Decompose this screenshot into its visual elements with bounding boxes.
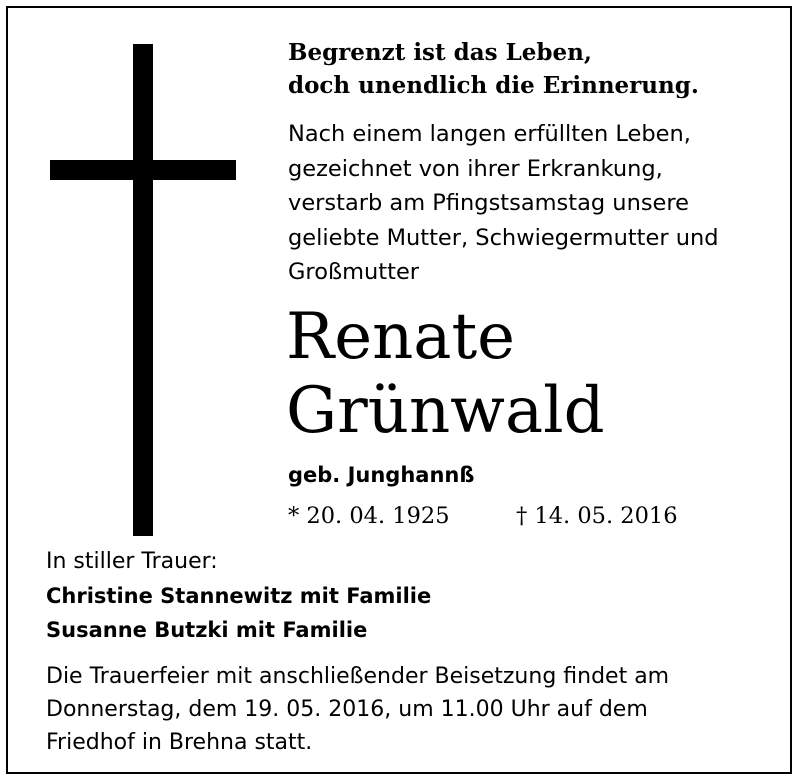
intro-line: geliebte Mutter, Schwiegermutter und <box>288 224 719 251</box>
intro-line: verstarb am Pfingstsamstag unsere <box>288 190 689 216</box>
motto-line-1: Begrenzt ist das Leben, <box>288 39 592 66</box>
last-name: Grünwald <box>286 374 605 448</box>
cross-horizontal-bar <box>50 160 236 180</box>
death-date: † 14. 05. 2016 <box>516 503 678 529</box>
intro-text <box>288 117 768 290</box>
intro-line: Nach einem langen erfüllten Leben, <box>288 121 691 147</box>
intro-line: gezeichnet von ihrer Erkrankung, <box>288 155 663 182</box>
funeral-line: Die Trauerfeier mit anschließender Beisetzung findet am <box>46 664 670 689</box>
funeral-line: Friedhof in Brehna statt. <box>46 730 313 755</box>
cross-vertical-bar <box>133 44 153 536</box>
motto-line-2: doch unendlich die Erinnerung. <box>288 72 699 99</box>
mourner-name: Christine Stannewitz mit Familie <box>46 584 432 608</box>
maiden-name: geb. Junghannß <box>288 463 475 487</box>
mourners-heading: In stiller Trauer: <box>46 549 218 574</box>
funeral-notice <box>46 660 786 759</box>
motto <box>288 36 768 102</box>
birth-date: * 20. 04. 1925 <box>288 503 450 529</box>
life-dates <box>288 500 708 532</box>
funeral-line: Donnerstag, dem 19. 05. 2016, um 11.00 Uhr auf dem <box>46 697 648 722</box>
mourner-name: Susanne Butzki mit Familie <box>46 618 368 642</box>
intro-line: Großmutter <box>288 259 420 285</box>
first-name: Renate <box>286 300 516 374</box>
deceased-name <box>286 300 786 448</box>
mourners-section <box>46 545 746 647</box>
